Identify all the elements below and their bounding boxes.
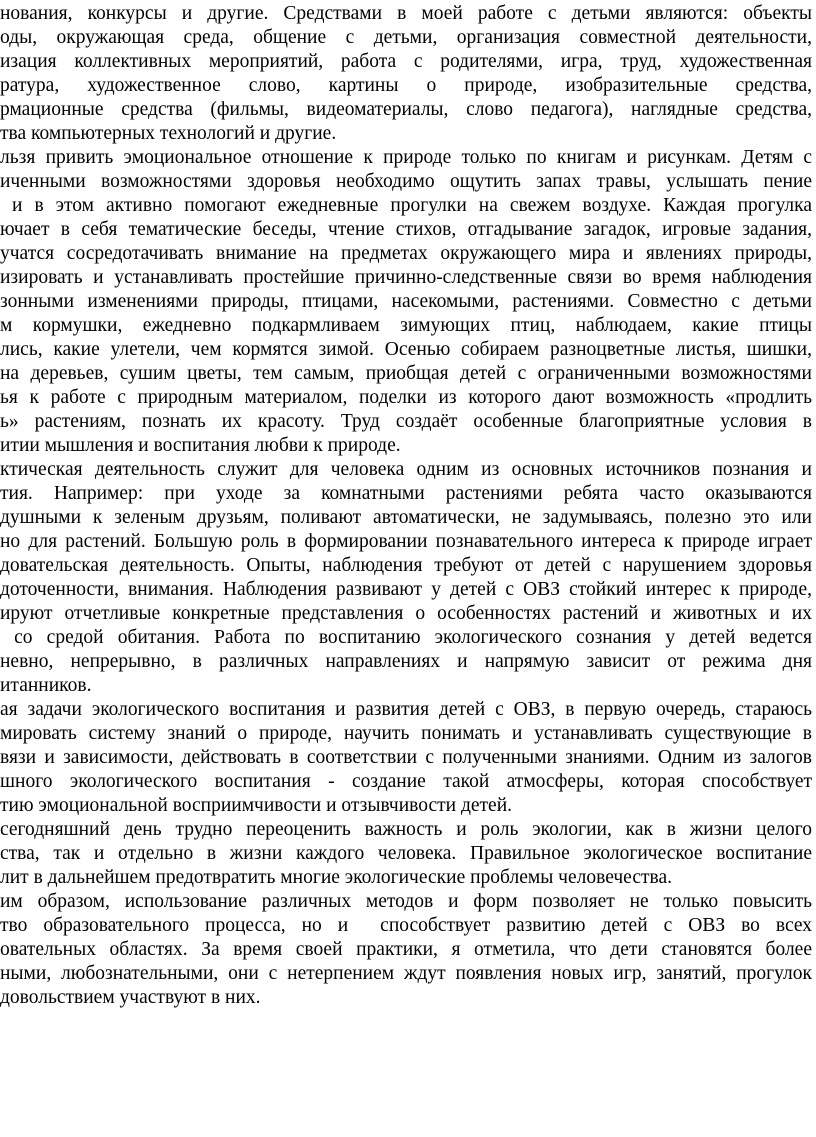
text-line: им образом, использование различных методов и форм позволяет не только повысить <box>0 891 812 912</box>
text-line: довательская деятельность. Опыты, наблюдения требуют от детей с нарушением здоровья <box>0 555 812 576</box>
text-line: но для растений. Большую роль в формировании познавательного интереса к природе играет <box>0 531 812 552</box>
text-line: ными, любознательными, они с нетерпением ждут появления новых игр, занятий, прогулок <box>0 963 812 984</box>
text-line: невно, непрерывно, в различных направлениях и напрямую зависит от режима дня <box>0 651 812 672</box>
text-line: итии мышления и воспитания любви к природе. <box>0 435 401 456</box>
text-line: душными к зеленым друзьям, поливают автоматически, не задумываясь, полезно это или <box>0 507 812 528</box>
text-line: льзя привить эмоциональное отношение к природе только по книгам и рисункам. Детям с <box>0 147 812 168</box>
text-line: ируют отчетливые конкретные представления о особенностях растений и животных и их <box>0 603 812 624</box>
text-line: иченными возможностями здоровья необходимо ощутить запах травы, услышать пение <box>0 171 812 192</box>
text-line: ья к работе с природным материалом, поделки из которого дают возможность «продлить <box>0 387 812 408</box>
text-line: рмационные средства (фильмы, видеоматериалы, слово педагога), наглядные средства, <box>0 99 812 120</box>
text-line: итанников. <box>0 675 92 696</box>
text-line: и в этом активно помогают ежедневные прогулки на свежем воздухе. Каждая прогулка <box>0 195 812 216</box>
text-line: изировать и устанавливать простейшие причинно-следственные связи во время наблюдения <box>0 267 812 288</box>
text-line: ь» растениям, познать их красоту. Труд создаёт особенные благоприятные условия в <box>0 411 812 432</box>
text-line: со средой обитания. Работа по воспитанию экологического сознания у детей ведется <box>0 627 812 648</box>
text-line: шного экологического воспитания - создание такой атмосферы, которая способствует <box>0 771 812 792</box>
text-line: тва компьютерных технологий и другие. <box>0 123 337 144</box>
text-line: м кормушки, ежедневно подкармливаем зимующих птиц, наблюдаем, какие птицы <box>0 315 812 336</box>
text-line: учатся сосредотачивать внимание на предметах окружающего мира и явлениях природы, <box>0 243 812 264</box>
text-line: овательных областях. За время своей практики, я отметила, что дети становятся более <box>0 939 812 960</box>
text-line: довольствием участвуют в них. <box>0 987 261 1008</box>
text-line: оды, окружающая среда, общение с детьми, организация совместной деятельности, <box>0 27 812 48</box>
text-line: ая задачи экологического воспитания и развития детей с ОВЗ, в первую очередь, стараюсь <box>0 699 812 720</box>
text-line: изация коллективных мероприятий, работа с родителями, игра, труд, художественная <box>0 51 812 72</box>
text-line: лись, какие улетели, чем кормятся зимой. Осенью собираем разноцветные листья, шишки, <box>0 339 812 360</box>
text-line: ства, так и отдельно в жизни каждого человека. Правильное экологическое воспитание <box>0 843 812 864</box>
text-line: лит в дальнейшем предотвратить многие экологические проблемы человечества. <box>0 867 672 888</box>
text-line: зонными изменениями природы, птицами, насекомыми, растениями. Совместно с детьми <box>0 291 812 312</box>
text-line: доточенности, внимания. Наблюдения развивают у детей с ОВЗ стойкий интерес к природе, <box>0 579 812 600</box>
text-line: тию эмоциональной восприимчивости и отзывчивости детей. <box>0 795 513 816</box>
text-line: ктическая деятельность служит для человека одним из основных источников познания и <box>0 459 812 480</box>
text-line: вязи и зависимости, действовать в соответствии с полученными знаниями. Одним из залогов <box>0 747 812 768</box>
text-line: тво образовательного процесса, но и способствует развитию детей с ОВЗ во всех <box>0 915 812 936</box>
text-line: сегодняшний день трудно переоценить важность и роль экологии, как в жизни целого <box>0 819 812 840</box>
text-line: ратура, художественное слово, картины о природе, изобразительные средства, <box>0 75 812 96</box>
text-line: тия. Например: при уходе за комнатными растениями ребята часто оказываются <box>0 483 812 504</box>
text-line: мировать систему знаний о природе, научить понимать и устанавливать существующие в <box>0 723 812 744</box>
text-line: на деревьев, сушим цветы, тем самым, приобщая детей с ограниченными возможностями <box>0 363 812 384</box>
text-line: нования, конкурсы и другие. Средствами в моей работе с детьми являются: объекты <box>0 3 812 24</box>
text-line: ючает в себя тематические беседы, чтение стихов, отгадывание загадок, игровые задания, <box>0 219 812 240</box>
